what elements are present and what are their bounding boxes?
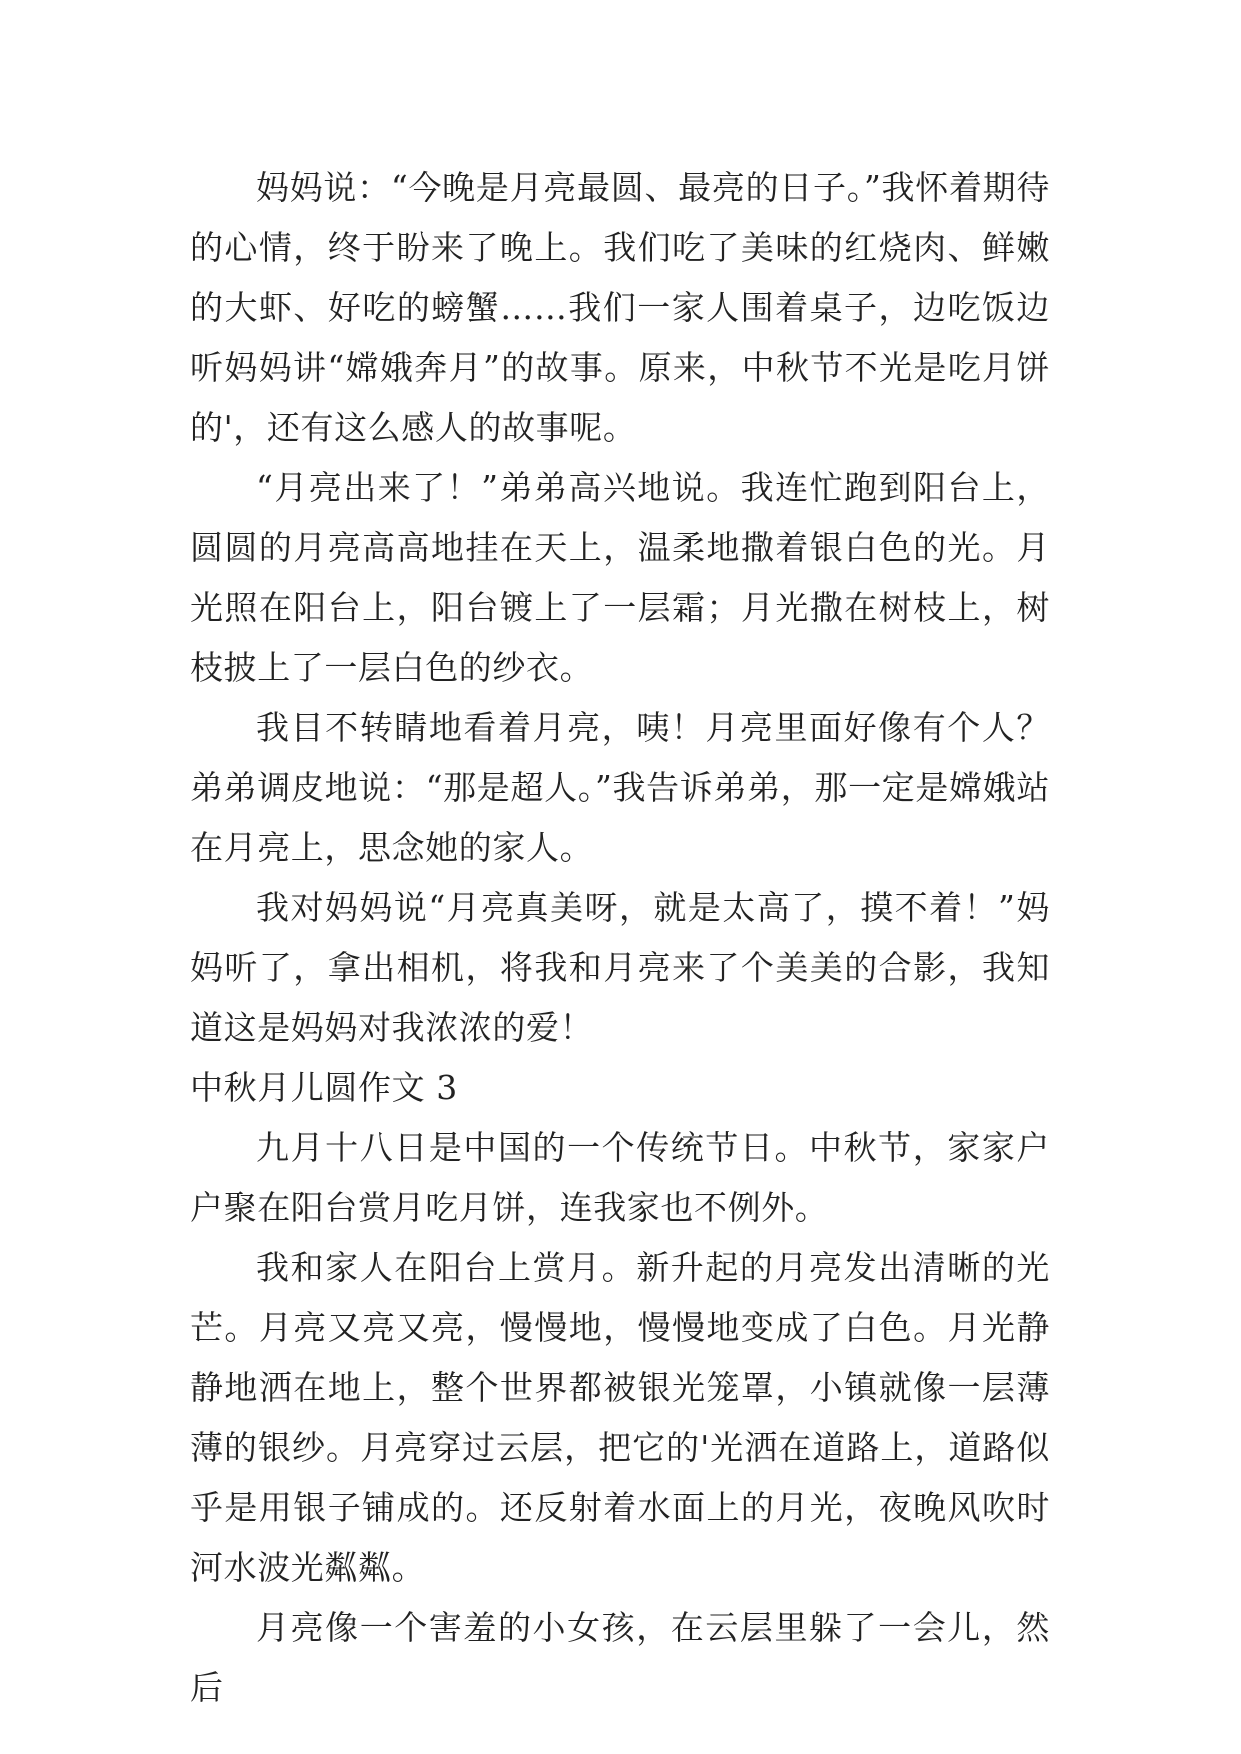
paragraph-festival-intro: 九月十八日是中国的一个传统节日。中秋节，家家户户聚在阳台赏月吃月饼，连我家也不例外。 bbox=[190, 1128, 1050, 1227]
paragraph-mom-says: 妈妈说：“今晚是月亮最圆、最亮的日子。”我怀着期待的心情，终于盼来了晚上。我们吃了美味的红烧肉、鲜嫩的大虾、好吃的螃蟹……我们一家人围着桌子，边吃饭边听妈妈讲“嫦娥奔月”的故事。原来，中秋节不光是吃月饼的'，还有这么感人的故事呢。 bbox=[190, 168, 1050, 447]
paragraph-moon-came-out: “月亮出来了！”弟弟高兴地说。我连忙跑到阳台上，圆圆的月亮高高地挂在天上，温柔地撒着银白色的光。月光照在阳台上，阳台镀上了一层霜；月光撒在树枝上，树枝披上了一层白色的纱衣。 bbox=[190, 468, 1050, 687]
paragraph-shy-moon: 月亮像一个害羞的小女孩，在云层里躲了一会儿，然后 bbox=[190, 1608, 1050, 1707]
section-title: 中秋月儿圆作文 3 bbox=[190, 1068, 458, 1107]
document-body bbox=[190, 158, 1050, 1718]
paragraph-person-in-moon: 我目不转睛地看着月亮，咦！月亮里面好像有个人？弟弟调皮地说：“那是超人。”我告诉弟弟，那一定是嫦娥站在月亮上，思念她的家人。 bbox=[190, 708, 1050, 867]
paragraph-photo-with-moon: 我对妈妈说“月亮真美呀，就是太高了，摸不着！”妈妈听了，拿出相机，将我和月亮来了个美美的合影，我知道这是妈妈对我浓浓的爱！ bbox=[190, 888, 1050, 1047]
paragraph-moon-viewing: 我和家人在阳台上赏月。新升起的月亮发出清晰的光芒。月亮又亮又亮，慢慢地，慢慢地变成了白色。月光静静地洒在地上，整个世界都被银光笼罩，小镇就像一层薄薄的银纱。月亮穿过云层，把它的'光洒在道路上，道路似乎是用银子铺成的。还反射着水面上的月光，夜晚风吹时河水波光粼粼。 bbox=[190, 1248, 1050, 1587]
